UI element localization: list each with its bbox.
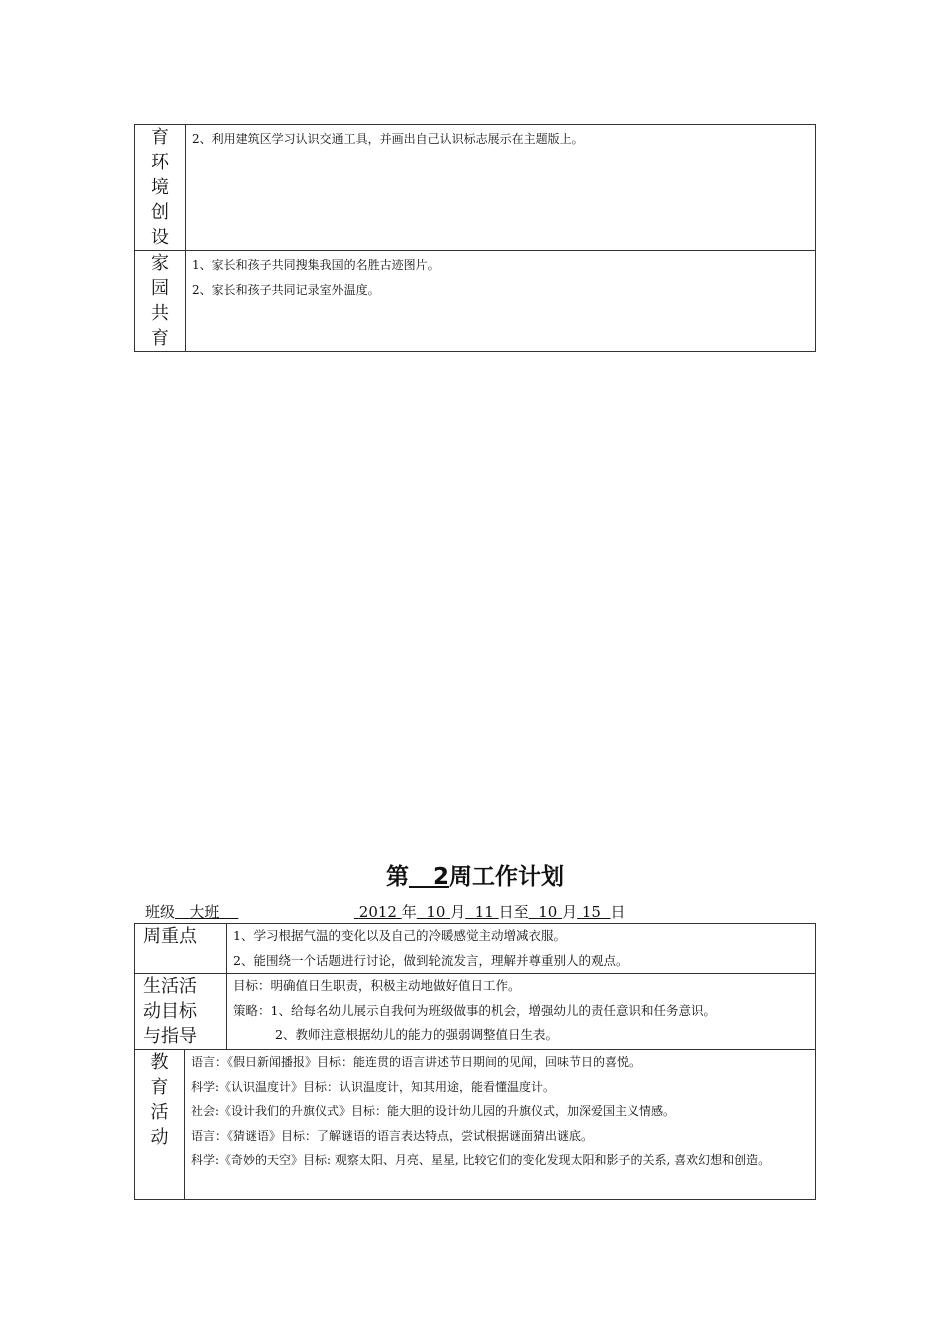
week-number: 2 (433, 864, 450, 890)
content-line: 语言：《猜谜语》目标：了解谜语的语言表达特点，尝试根据谜面猜出谜底。 (191, 1128, 594, 1143)
table-row (135, 125, 816, 251)
content-line: 科学:《奇妙的天空》目标: 观察太阳、月亮、星星, 比较它们的变化发现太阳和影子的关系, 喜欢幻想和创造。 (191, 1153, 771, 1167)
row-label-environment: 育 环 境 创 设 (135, 125, 186, 251)
date-range: 2012 年 10 月 11 日至 10 月 15 日 (358, 903, 626, 921)
content-line: 1、学习根据气温的变化以及自己的冷暖感觉主动增减衣服。 (233, 928, 566, 943)
content-line: 2、家长和孩子共同记录室外温度。 (192, 282, 380, 297)
focus-content (227, 924, 816, 974)
family-content (186, 251, 816, 352)
edu-activity-content (185, 1050, 816, 1200)
content-line: 策略：1、给每名幼儿展示自我何为班级做事的机会，增强幼儿的责任意识和任务意识。 (233, 1002, 716, 1018)
environment-family-table (134, 124, 816, 352)
content-line: 1、家长和孩子共同搜集我国的名胜古迹图片。 (192, 258, 440, 272)
life-activity-label: 生活活 动目标 与指导 (135, 974, 227, 1050)
table-row (135, 974, 816, 1050)
content-line: 2、能围绕一个话题进行讨论，做到轮流发言，理解并尊重别人的观点。 (233, 952, 629, 968)
focus-label: 周重点 (135, 924, 227, 974)
content-line: 社会:《设计我们的升旗仪式》目标：能大胆的设计幼儿园的升旗仪式，加深爱国主义情感。 (191, 1104, 676, 1118)
content-line: 语言：《假日新闻播报》目标：能连贯的语言讲述节日期间的见闻，回味节日的喜悦。 (191, 1055, 642, 1069)
table-row (135, 924, 816, 974)
life-activity-content (227, 974, 816, 1050)
table-row (135, 1050, 816, 1200)
content-line: 2、教师注意根据幼儿的能力的强弱调整值日生表。 (275, 1027, 558, 1042)
class-info: 班级 大班 (145, 903, 220, 921)
environment-content (186, 125, 816, 251)
week-plan-table (134, 923, 816, 1200)
content-line: 科学:《认识温度计》目标：认识温度计，知其用途，能看懂温度计。 (191, 1079, 556, 1094)
table-row (135, 251, 816, 352)
content-line: 2、利用建筑区学习认识交通工具，并画出自己认识标志展示在主题版上。 (192, 132, 584, 146)
page-title: 第 2周工作计划 (385, 864, 565, 890)
content-line: 目标：明确值日生职责，积极主动地做好值日工作。 (233, 978, 521, 993)
edu-activity-label: 教 育 活 动 (135, 1050, 185, 1200)
row-label-family: 家 园 共 育 (135, 251, 186, 352)
